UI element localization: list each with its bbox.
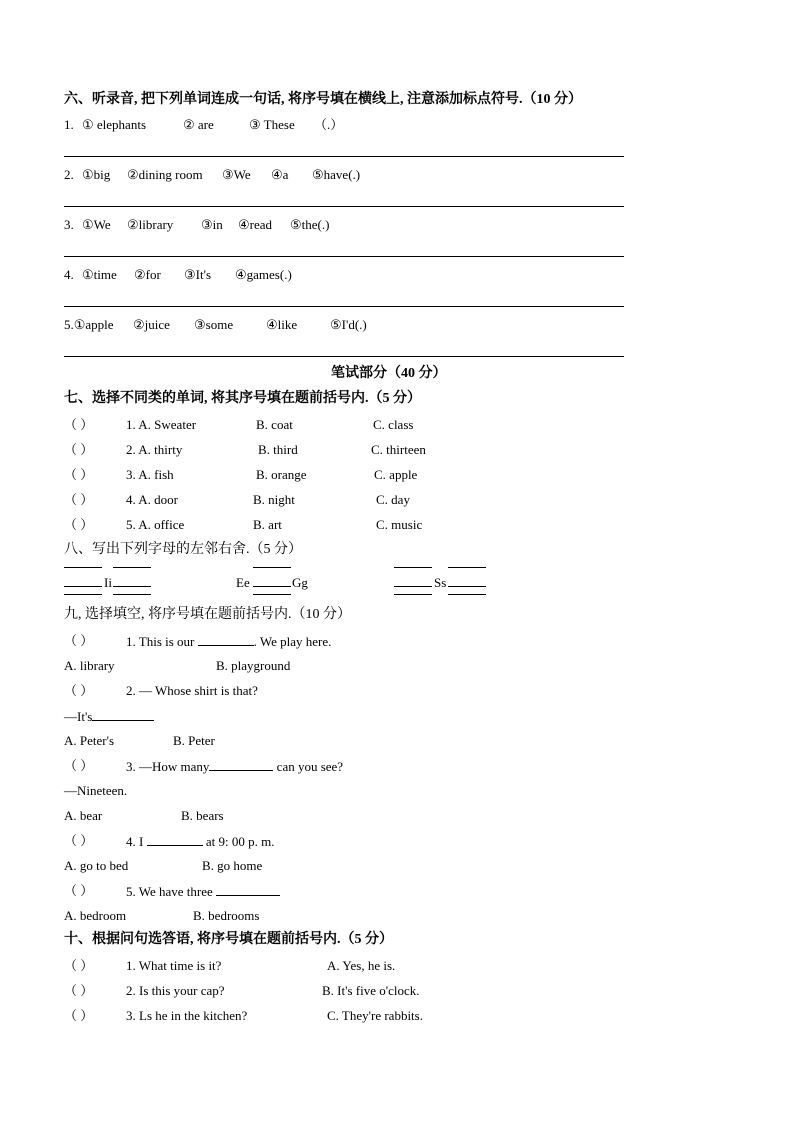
answer-option: A. Yes, he is. [327, 958, 396, 973]
answer-option: B. It's five o'clock. [322, 983, 420, 998]
given-letter: Ss [434, 575, 447, 590]
answer-text: —It's [64, 708, 154, 725]
word: ①time [82, 267, 117, 282]
option-a: A. Peter's [64, 733, 115, 748]
word: 5.①apple [64, 317, 114, 332]
option-b: B. orange [256, 467, 307, 482]
answer-line[interactable] [113, 594, 151, 595]
section9-heading: 九, 选择填空, 将序号填在题前括号内.（10 分） [64, 607, 351, 622]
word: ②dining room [127, 167, 203, 182]
word: ①big [82, 167, 111, 182]
answer-line[interactable] [253, 567, 291, 568]
answer-parentheses[interactable]: （ ） [64, 442, 94, 457]
answer-parentheses[interactable]: （ ） [64, 758, 94, 773]
fill-blank[interactable] [147, 833, 203, 846]
answer-parentheses[interactable]: （ ） [64, 883, 94, 898]
option-a: 3. A. fish [126, 467, 174, 482]
fill-blank[interactable] [92, 708, 154, 721]
answer-line[interactable] [64, 594, 102, 595]
answer-line[interactable] [64, 306, 624, 307]
question-text: 3. —How many can you see? [126, 759, 344, 774]
question-text: 4. I at 9: 00 p. m. [126, 834, 275, 849]
option-b: B. Peter [173, 733, 215, 748]
answer-line[interactable] [113, 567, 151, 568]
question-text: 1. What time is it? [126, 958, 222, 973]
answer-line[interactable] [448, 594, 486, 595]
given-letter: Ii [104, 575, 112, 590]
written-part-title: 笔试部分（40 分） [331, 366, 447, 381]
answer-line[interactable] [394, 567, 432, 568]
word: ①We [82, 217, 111, 232]
fill-blank[interactable] [209, 758, 273, 771]
item-number: 2. [64, 167, 74, 182]
option-c: C. music [376, 517, 423, 532]
answer-text: —Nineteen. [64, 783, 128, 798]
answer-parentheses[interactable]: （ ） [64, 517, 94, 532]
answer-line[interactable] [64, 256, 624, 257]
option-b: B. art [253, 517, 282, 532]
word: ④a [271, 167, 289, 182]
word: ③ These [249, 117, 295, 132]
option-b: B. coat [256, 417, 293, 432]
fill-blank[interactable] [216, 883, 280, 896]
question-text: 3. Ls he in the kitchen? [126, 1008, 248, 1023]
answer-line[interactable] [64, 206, 624, 207]
word: ⑤I'd(.) [330, 317, 367, 332]
word: ②for [134, 267, 161, 282]
option-a: A. go to bed [64, 858, 129, 873]
word: ② are [183, 117, 214, 132]
item-number: 3. [64, 217, 74, 232]
answer-line[interactable] [448, 586, 486, 587]
answer-parentheses[interactable]: （ ） [64, 633, 94, 648]
answer-parentheses[interactable]: （ ） [64, 983, 94, 998]
answer-parentheses[interactable]: （ ） [64, 833, 94, 848]
word: ⑤have(.) [312, 167, 361, 182]
item-number: 1. [64, 117, 74, 132]
answer-option: C. They're rabbits. [327, 1008, 423, 1023]
answer-line[interactable] [253, 586, 291, 587]
answer-line[interactable] [64, 356, 624, 357]
option-c: C. thirteen [371, 442, 426, 457]
option-a: 2. A. thirty [126, 442, 183, 457]
answer-line[interactable] [113, 586, 151, 587]
word: ① elephants [82, 117, 146, 132]
answer-line[interactable] [394, 594, 432, 595]
item-number: 4. [64, 267, 74, 282]
word: ④games(.) [235, 267, 292, 282]
answer-line[interactable] [64, 156, 624, 157]
answer-parentheses[interactable]: （ ） [64, 417, 94, 432]
option-b: B. bears [181, 808, 224, 823]
answer-line[interactable] [64, 567, 102, 568]
option-c: C. day [376, 492, 410, 507]
word: ③It's [184, 267, 211, 282]
option-b: B. bedrooms [193, 908, 260, 923]
option-a: A. library [64, 658, 115, 673]
punctuation: （.） [314, 117, 344, 132]
word: ④like [266, 317, 298, 332]
option-b: B. playground [216, 658, 291, 673]
option-b: B. third [258, 442, 298, 457]
section6-heading: 六、听录音, 把下列单词连成一句话, 将序号填在横线上, 注意添加标点符号.（10 分） [64, 92, 582, 107]
question-text: 1. This is our . We play here. [126, 634, 332, 649]
answer-line[interactable] [394, 586, 432, 587]
answer-parentheses[interactable]: （ ） [64, 467, 94, 482]
answer-line[interactable] [64, 586, 102, 587]
section8-heading: 八、写出下列字母的左邻右舍.（5 分） [64, 542, 302, 557]
answer-line[interactable] [448, 567, 486, 568]
word: ③some [194, 317, 234, 332]
option-a: A. bedroom [64, 908, 127, 923]
answer-parentheses[interactable]: （ ） [64, 492, 94, 507]
answer-parentheses[interactable]: （ ） [64, 958, 94, 973]
option-c: C. class [373, 417, 414, 432]
option-c: C. apple [374, 467, 418, 482]
word: ③in [201, 217, 223, 232]
word: ④read [238, 217, 273, 232]
section10-heading: 十、根据问句选答语, 将序号填在题前括号内.（5 分） [64, 932, 393, 947]
given-letter: Ee [236, 575, 250, 590]
word: ⑤the(.) [290, 217, 330, 232]
answer-parentheses[interactable]: （ ） [64, 1008, 94, 1023]
option-a: 5. A. office [126, 517, 185, 532]
word: ③We [222, 167, 251, 182]
question-text: 2. — Whose shirt is that? [126, 683, 258, 698]
answer-parentheses[interactable]: （ ） [64, 683, 94, 698]
word: ②juice [133, 317, 170, 332]
question-text: 5. We have three [126, 883, 280, 900]
question-text: 2. Is this your cap? [126, 983, 225, 998]
option-a: 4. A. door [126, 492, 178, 507]
option-b: B. go home [202, 858, 263, 873]
section7-heading: 七、选择不同类的单词, 将其序号填在题前括号内.（5 分） [64, 391, 421, 406]
fill-blank[interactable] [198, 633, 254, 646]
option-b: B. night [253, 492, 295, 507]
word: ②library [127, 217, 174, 232]
option-a: 1. A. Sweater [126, 417, 197, 432]
answer-line[interactable] [253, 594, 291, 595]
given-letter: Gg [292, 575, 308, 590]
option-a: A. bear [64, 808, 103, 823]
